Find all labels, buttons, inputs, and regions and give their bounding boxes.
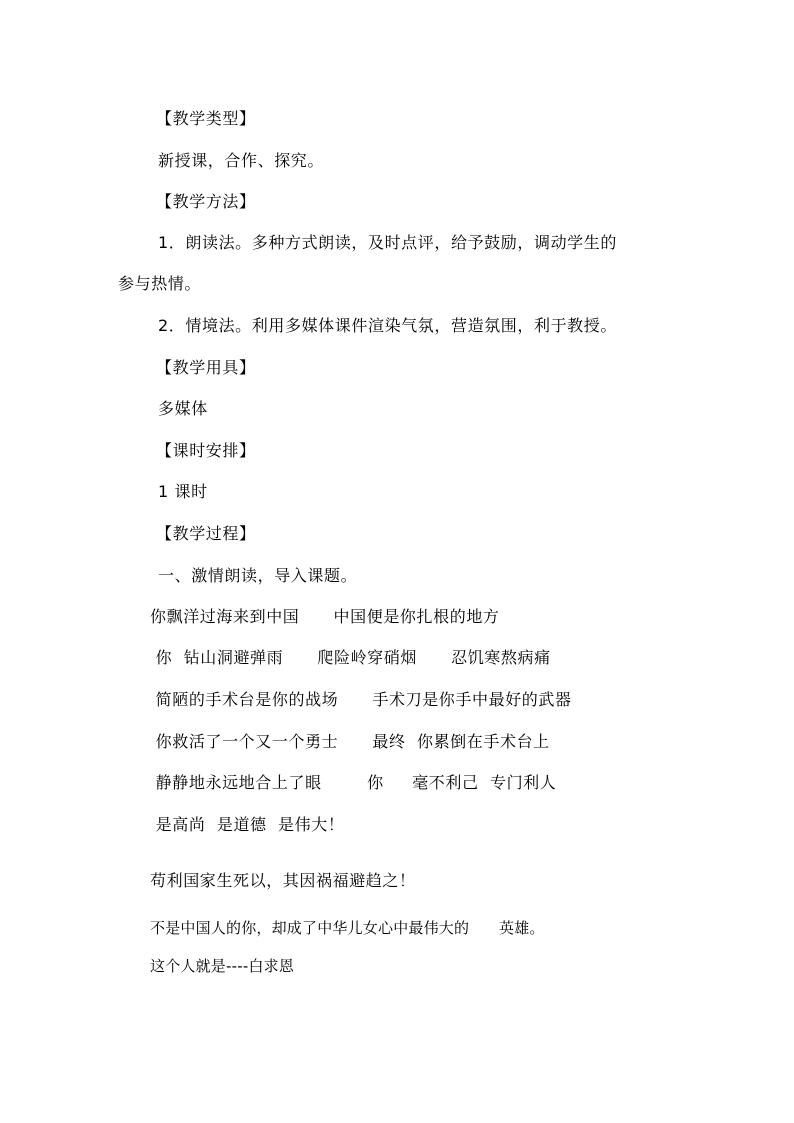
closing-line-2: 这个人就是----白求恩 [150, 957, 295, 975]
teaching-method-heading: 【教学方法】 [156, 192, 256, 211]
quote-line: 苟利国家生死以，其因祸福避趋之！ [150, 871, 416, 890]
process-step-1: 一、激情朗读，导入课题。 [158, 566, 358, 585]
closing-line-1: 不是中国人的你，却成了中华儿女心中最伟大的 英雄。 [150, 919, 545, 937]
schedule-heading: 【课时安排】 [156, 441, 256, 460]
method-1-line-2: 参与热情。 [118, 274, 202, 293]
poem-line: 你 钻山洞避弹雨 爬险岭穿硝烟 忍饥寒熬病痛 [150, 648, 551, 667]
teaching-tools-heading: 【教学用具】 [156, 358, 256, 377]
poem-line: 简陋的手术台是你的战场 手术刀是你手中最好的武器 [150, 690, 572, 709]
poem-line: 静静地永远地合上了眼 你 毫不利己 专门利人 [150, 773, 557, 792]
schedule-text: 1 课时 [158, 482, 208, 501]
teaching-type-heading: 【教学类型】 [156, 109, 256, 128]
teaching-tools-text: 多媒体 [158, 399, 208, 418]
poem-line: 你救活了一个又一个勇士 最终 你累倒在手术台上 [150, 732, 550, 751]
teaching-type-text: 新授课，合作、探究。 [158, 151, 325, 170]
poem-line: 你飘洋过海来到中国 中国便是你扎根的地方 [150, 607, 500, 626]
poem-line: 是高尚 是道德 是伟大！ [150, 815, 345, 834]
process-heading: 【教学过程】 [156, 524, 256, 543]
method-2: 2．情境法。利用多媒体课件渲染气氛，营造氛围，利于教授。 [158, 316, 617, 335]
method-1-line-1: 1．朗读法。多种方式朗读，及时点评，给予鼓励，调动学生的 [158, 233, 617, 252]
